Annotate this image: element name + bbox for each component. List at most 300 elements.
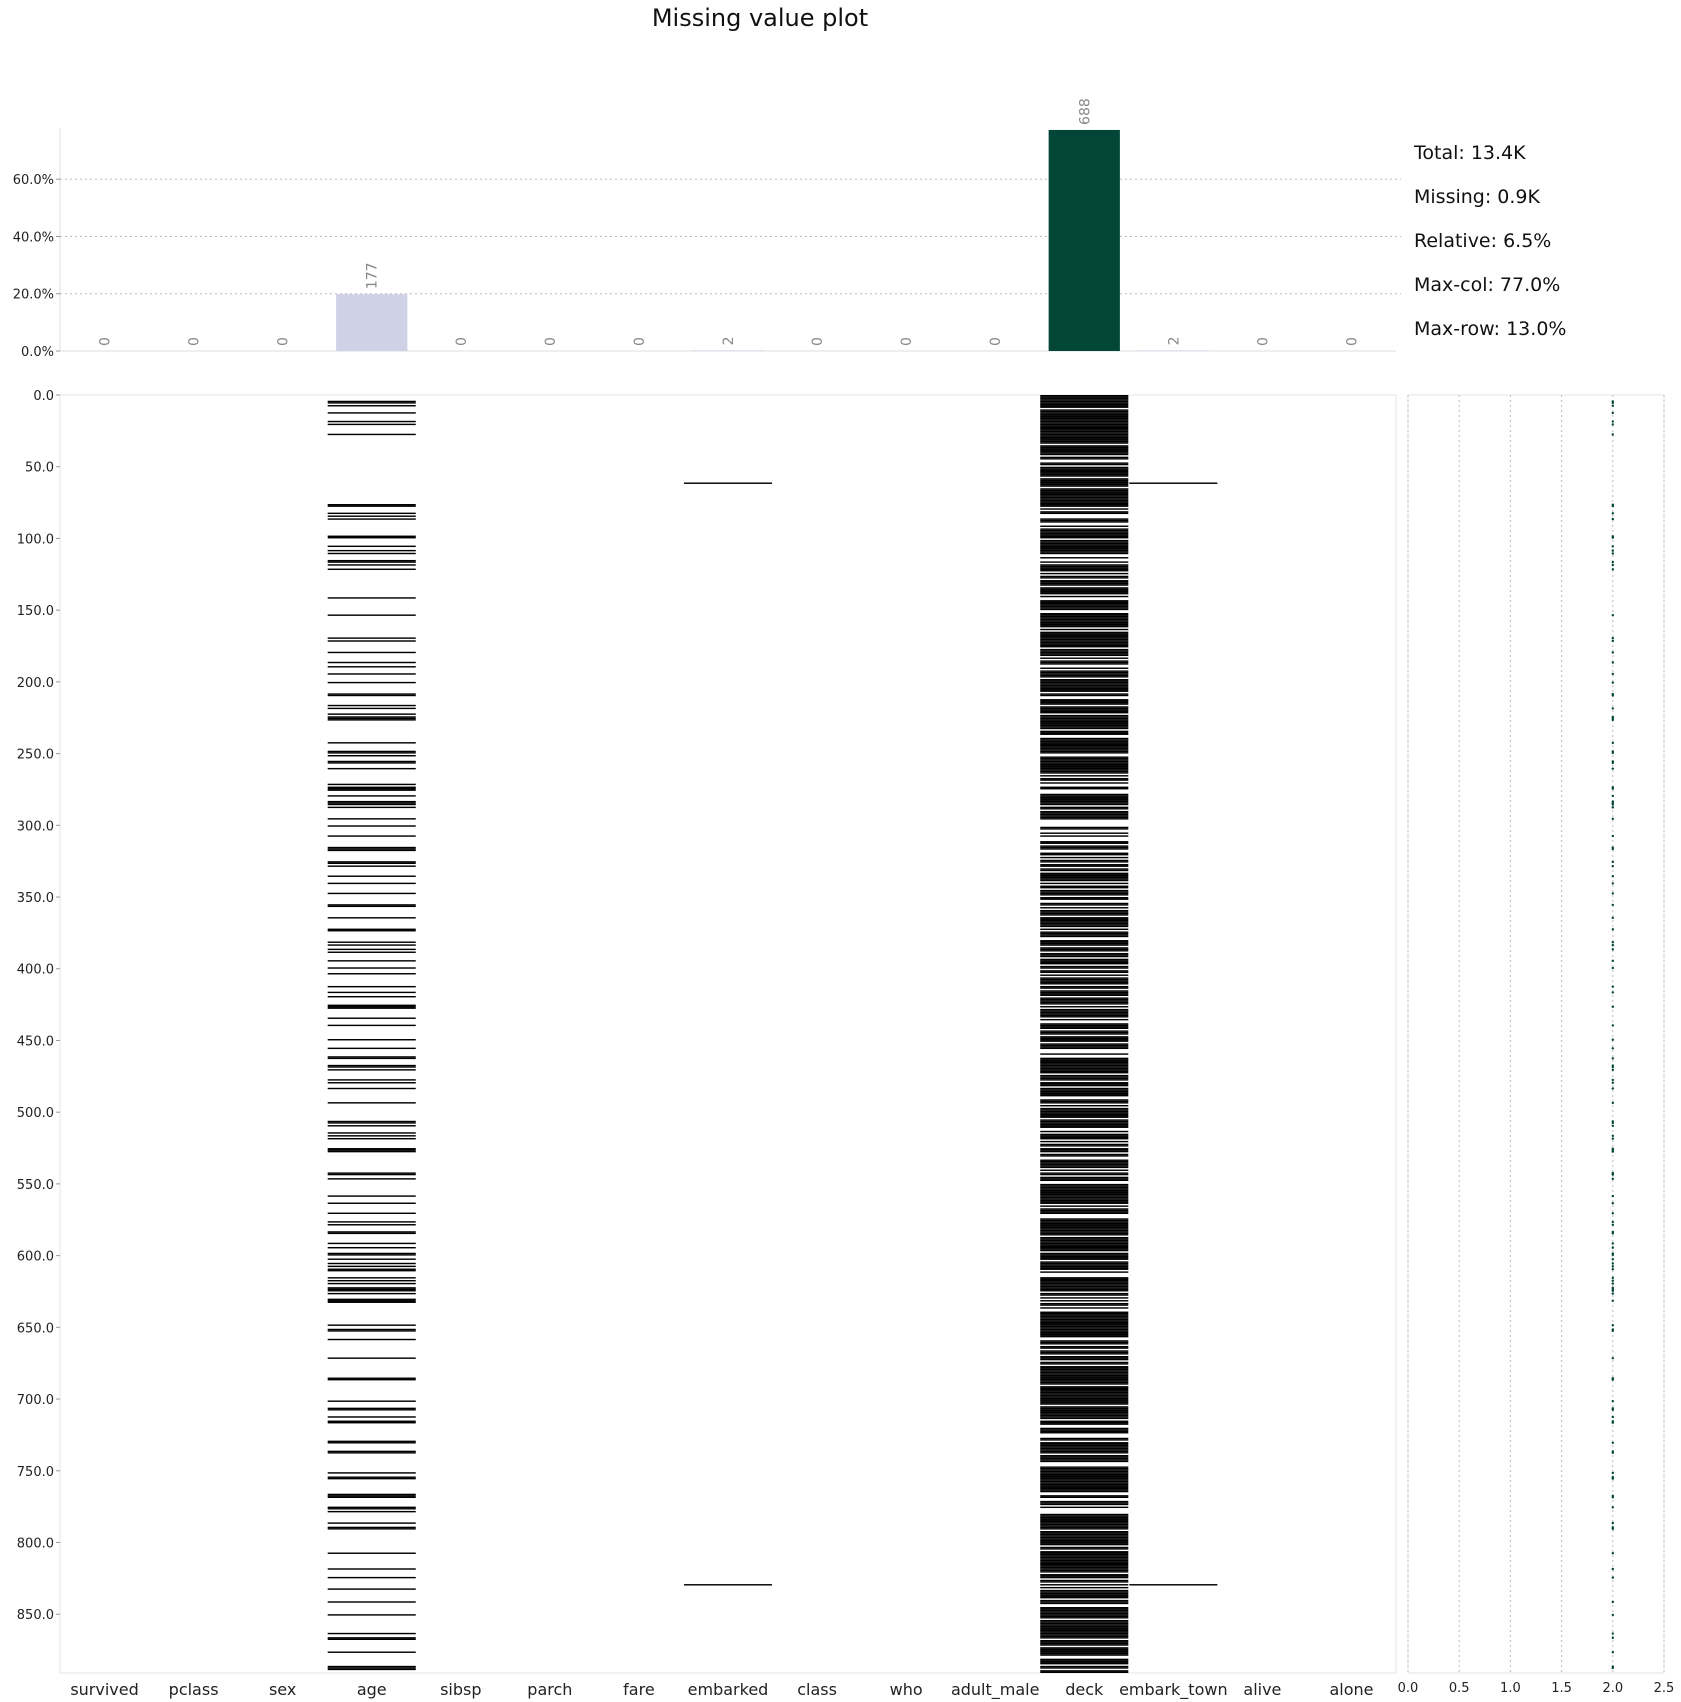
missing-cell (1040, 471, 1128, 472)
missing-cell (328, 1121, 416, 1122)
missing-cell (1040, 1135, 1128, 1136)
column-label-sibsp: sibsp (440, 1680, 482, 1699)
missing-cell (1040, 746, 1128, 747)
missing-cell (1040, 495, 1128, 496)
missing-cell (1040, 768, 1128, 769)
missing-cell (328, 1289, 416, 1290)
missing-cell (1040, 1200, 1128, 1201)
missing-cell (1040, 457, 1128, 458)
missing-cell (1040, 1590, 1128, 1591)
row-missing-point (1612, 1202, 1614, 1204)
missing-cell (1040, 847, 1128, 848)
missing-cell (1040, 748, 1128, 749)
missing-cell (328, 1666, 416, 1667)
missing-cell (328, 1266, 416, 1267)
missing-cell (328, 614, 416, 615)
row-missing-point (1612, 960, 1614, 962)
missing-cell (328, 1299, 416, 1300)
missing-cell (1040, 1408, 1128, 1409)
missing-cell (1040, 1303, 1128, 1304)
missing-cell (328, 1079, 416, 1080)
missing-cell (1040, 1220, 1128, 1221)
missing-cell (328, 795, 416, 796)
missing-cell (1040, 734, 1128, 735)
missing-cell (328, 719, 416, 720)
missing-cell (1040, 419, 1128, 420)
missing-cell (328, 755, 416, 756)
missing-cell (1040, 1455, 1128, 1456)
missing-cell (1040, 557, 1128, 558)
missing-cell (1040, 775, 1128, 776)
missing-cell (1040, 1667, 1128, 1668)
missing-cell (1040, 693, 1128, 694)
missing-cell (1040, 719, 1128, 720)
missing-cell (1040, 699, 1128, 700)
missing-cell (1040, 1366, 1128, 1367)
missing-cell (1040, 1423, 1128, 1424)
missing-cell (328, 1400, 416, 1401)
missing-cell (1040, 1269, 1128, 1270)
missing-cell (1040, 1538, 1128, 1539)
missing-cell (1040, 797, 1128, 798)
row-missing-point (1612, 640, 1614, 642)
bar-embarked (692, 350, 763, 351)
missing-cell (1040, 468, 1128, 469)
missing-cell (328, 848, 416, 849)
missing-cell (1040, 498, 1128, 499)
missing-cell (1040, 679, 1128, 680)
missing-cell (1040, 1487, 1128, 1488)
row-missing-point (1612, 561, 1614, 563)
missing-cell (1040, 1413, 1128, 1414)
stat-text: Max-row: 13.0% (1414, 318, 1567, 340)
bar-y-tick-label: 60.0% (12, 173, 54, 189)
missing-cell (1040, 799, 1128, 800)
missing-cell (1040, 883, 1128, 884)
missing-cell (1040, 544, 1128, 545)
missing-cell (1040, 548, 1128, 549)
missing-cell (1040, 589, 1128, 590)
missing-cell (1040, 1271, 1128, 1272)
missing-cell (328, 1224, 416, 1225)
missing-cell (1040, 402, 1128, 403)
missing-cell (1040, 617, 1128, 618)
missing-cell (328, 1178, 416, 1179)
missing-cell (1040, 447, 1128, 448)
missing-cell (1040, 1059, 1128, 1060)
missing-cell (328, 1025, 416, 1026)
missing-cell (1040, 1046, 1128, 1047)
missing-cell (1040, 898, 1128, 899)
row-missing-point (1612, 861, 1614, 863)
missing-cell (1040, 1488, 1128, 1489)
missing-cell (1040, 1446, 1128, 1447)
missing-cell (328, 695, 416, 696)
missing-cell (1040, 536, 1128, 537)
missing-cell (1040, 1092, 1128, 1093)
missing-cell (1040, 926, 1128, 927)
missing-cell (1040, 1370, 1128, 1371)
missing-cell (1040, 546, 1128, 547)
missing-cell (328, 1302, 416, 1303)
missing-cell (1040, 547, 1128, 548)
missing-cell (1040, 1329, 1128, 1330)
missing-cell (1040, 1521, 1128, 1522)
missing-cell (1040, 1177, 1128, 1178)
missing-cell (328, 850, 416, 851)
row-missing-point (1612, 967, 1614, 969)
missing-cell (1040, 1023, 1128, 1024)
missing-cell (1040, 1452, 1128, 1453)
row-missing-x-tick-label: 0.0 (1397, 1681, 1419, 1696)
row-missing-point (1612, 1552, 1614, 1554)
missing-cell (328, 424, 416, 425)
missing-cell (1040, 439, 1128, 440)
missing-cell (1040, 860, 1128, 861)
row-missing-point (1612, 673, 1614, 675)
row-missing-point (1612, 681, 1614, 683)
missing-cell (1040, 1237, 1128, 1238)
missing-cell (1040, 1145, 1128, 1146)
missing-cell (1040, 1115, 1128, 1116)
missing-cell (328, 986, 416, 987)
missing-cell (1040, 1577, 1128, 1578)
row-missing-point (1612, 1125, 1614, 1127)
missing-cell (1040, 1058, 1128, 1059)
missing-cell (1040, 623, 1128, 624)
matrix-y-tick-label: 450.0 (16, 1034, 54, 1050)
missing-cell (328, 1494, 416, 1495)
missing-cell (1040, 1063, 1128, 1064)
missing-cell (1040, 1111, 1128, 1112)
missing-cell (1040, 709, 1128, 710)
missing-cell (1040, 1241, 1128, 1242)
missing-cell (1040, 649, 1128, 650)
row-missing-point (1612, 518, 1614, 520)
missing-cell (328, 513, 416, 514)
missing-cell (1040, 1066, 1128, 1067)
missing-cell (1040, 960, 1128, 961)
row-missing-point (1612, 1057, 1614, 1059)
missing-cell (1040, 1448, 1128, 1449)
missing-cell (1040, 732, 1128, 733)
missing-cell (1040, 1541, 1128, 1542)
missing-cell (328, 561, 416, 562)
missing-cell (1040, 1571, 1128, 1572)
row-missing-point (1612, 1138, 1614, 1140)
row-missing-x-tick-label: 2.0 (1602, 1681, 1624, 1696)
missing-cell (1040, 614, 1128, 615)
row-missing-point (1612, 882, 1614, 884)
missing-cell (1040, 870, 1128, 871)
missing-cell (1040, 1643, 1128, 1644)
missing-cell (1040, 766, 1128, 767)
missing-cell (1040, 668, 1128, 669)
missing-cell (328, 553, 416, 554)
missing-cell (1040, 1459, 1128, 1460)
missing-cell (1040, 399, 1128, 400)
missing-cell (1040, 593, 1128, 594)
missing-cell (1040, 541, 1128, 542)
missing-cell (328, 1287, 416, 1288)
missing-cell (328, 412, 416, 413)
missing-cell (1040, 1373, 1128, 1374)
missing-cell (1040, 458, 1128, 459)
row-missing-point (1612, 1665, 1614, 1667)
missing-cell (328, 1102, 416, 1103)
stat-text: Total: 13.4K (1414, 142, 1526, 164)
missing-cell (328, 1290, 416, 1291)
missing-cell (1040, 1099, 1128, 1100)
missing-cell (1040, 1009, 1128, 1010)
missing-cell (1040, 1253, 1128, 1254)
missing-cell (1040, 629, 1128, 630)
row-missing-point (1612, 420, 1614, 422)
missing-cell (328, 930, 416, 931)
missing-cell (1040, 977, 1128, 978)
missing-cell (328, 1247, 416, 1248)
row-missing-point (1612, 1277, 1614, 1279)
missing-cell (1040, 1094, 1128, 1095)
row-missing-point (1612, 1268, 1614, 1270)
missing-cell (328, 537, 416, 538)
missing-cell (1040, 1316, 1128, 1317)
missing-cell (1040, 1390, 1128, 1391)
missing-cell (1040, 843, 1128, 844)
missing-cell (1040, 1279, 1128, 1280)
missing-cell (1040, 956, 1128, 957)
missing-cell (1040, 788, 1128, 789)
missing-cell (1040, 1228, 1128, 1229)
missing-cell (328, 1132, 416, 1133)
missing-cell (1040, 1398, 1128, 1399)
missing-cell (1040, 1233, 1128, 1234)
row-missing-point (1612, 1290, 1614, 1292)
missing-cell (328, 1283, 416, 1284)
missing-cell (328, 1122, 416, 1123)
missing-cell (328, 1379, 416, 1380)
row-missing-point (1612, 991, 1614, 993)
missing-cell (1040, 602, 1128, 603)
missing-cell (328, 967, 416, 968)
missing-cell (1040, 1238, 1128, 1239)
missing-cell (328, 1039, 416, 1040)
missing-cell (1040, 1184, 1128, 1185)
missing-cell (1040, 1091, 1128, 1092)
missing-cell (1040, 1659, 1128, 1660)
missing-cell (1040, 1033, 1128, 1034)
missing-cell (1040, 947, 1128, 948)
column-label-age: age (356, 1680, 387, 1699)
missing-cell (328, 1495, 416, 1496)
missing-cell (328, 847, 416, 848)
missing-cell (328, 929, 416, 930)
row-missing-point (1612, 552, 1614, 554)
missing-cell (1040, 613, 1128, 614)
missing-cell (328, 1497, 416, 1498)
row-missing-point (1612, 549, 1614, 551)
missing-cell (1040, 970, 1128, 971)
missing-cell (1040, 1478, 1128, 1479)
missing-cell (1040, 609, 1128, 610)
missing-cell (328, 546, 416, 547)
missing-cell (1040, 1131, 1128, 1132)
missing-cell (1040, 1514, 1128, 1515)
missing-cell (1040, 581, 1128, 582)
missing-cell (1040, 424, 1128, 425)
matrix-y-tick-label: 0.0 (33, 389, 54, 404)
missing-cell (1040, 417, 1128, 418)
missing-cell (1040, 1121, 1128, 1122)
missing-cell (1040, 804, 1128, 805)
missing-cell (328, 1048, 416, 1049)
missing-cell (1040, 521, 1128, 522)
missing-cell (1040, 421, 1128, 422)
missing-cell (1040, 1261, 1128, 1262)
missing-cell (1040, 1614, 1128, 1615)
missing-cell (1040, 1162, 1128, 1163)
missing-cell (1040, 401, 1128, 402)
matrix-y-tick-label: 100.0 (16, 532, 54, 548)
missing-cell (1040, 962, 1128, 963)
missing-cell (1040, 940, 1128, 941)
missing-cell (1040, 949, 1128, 950)
missing-cell (1040, 1587, 1128, 1588)
missing-cell (1040, 1624, 1128, 1625)
missing-cell (1040, 626, 1128, 627)
missing-cell (1040, 904, 1128, 905)
missing-cell (1040, 1072, 1128, 1073)
missing-cell (1040, 1445, 1128, 1446)
missing-cell (1040, 1502, 1128, 1503)
row-missing-point (1612, 846, 1614, 848)
missing-cell (1040, 445, 1128, 446)
row-missing-point (1612, 1224, 1614, 1226)
missing-cell (1040, 953, 1128, 954)
matrix-y-tick-label: 600.0 (16, 1249, 54, 1265)
missing-cell (328, 1082, 416, 1083)
missing-cell (328, 801, 416, 802)
missing-cell (1040, 857, 1128, 858)
missing-cell (1040, 1205, 1128, 1206)
missing-cell (328, 1172, 416, 1173)
missing-cell (328, 1339, 416, 1340)
matrix-y-tick-label: 500.0 (16, 1106, 54, 1122)
column-label-alive: alive (1243, 1680, 1282, 1699)
missing-cell (1040, 550, 1128, 551)
missing-cell (1040, 1421, 1128, 1422)
row-missing-point (1612, 1039, 1614, 1041)
missing-cell (1040, 802, 1128, 803)
missing-cell (328, 1270, 416, 1271)
missing-cell (328, 768, 416, 769)
missing-cell (1040, 1144, 1128, 1145)
matrix-y-tick-label: 550.0 (16, 1177, 54, 1193)
missing-cell (1040, 1030, 1128, 1031)
missing-cell (1040, 415, 1128, 416)
missing-cell (328, 1441, 416, 1442)
missing-cell (1040, 814, 1128, 815)
row-missing-point (1612, 1442, 1614, 1444)
missing-cell (1040, 703, 1128, 704)
missing-cell (1040, 1174, 1128, 1175)
missing-cell (1040, 503, 1128, 504)
missing-cell (1040, 1359, 1128, 1360)
missing-cell (1040, 1474, 1128, 1475)
missing-cell (1040, 1320, 1128, 1321)
missing-cell (1040, 1520, 1128, 1521)
missing-cell (1040, 1608, 1128, 1609)
missing-cell (1040, 701, 1128, 702)
missing-cell (1040, 1557, 1128, 1558)
missing-cell (1040, 636, 1128, 637)
missing-cell (1040, 1025, 1128, 1026)
missing-cell (1040, 577, 1128, 578)
missing-cell (328, 1476, 416, 1477)
missing-cell (1040, 1155, 1128, 1156)
missing-cell (1040, 1347, 1128, 1348)
missing-cell (1040, 764, 1128, 765)
row-missing-x-tick-label: 1.0 (1500, 1681, 1521, 1696)
missing-cell (328, 1243, 416, 1244)
missing-cell (1040, 1616, 1128, 1617)
row-missing-point (1612, 1006, 1614, 1008)
missing-cell (1040, 1256, 1128, 1257)
missing-cell (1040, 569, 1128, 570)
missing-cell (328, 1637, 416, 1638)
missing-cell (1040, 818, 1128, 819)
row-missing-point (1612, 835, 1614, 837)
missing-cell (1040, 645, 1128, 646)
missing-cell (1040, 1522, 1128, 1523)
matrix-y-tick-label: 50.0 (25, 460, 54, 476)
column-label-deck: deck (1065, 1680, 1104, 1699)
missing-cell (1040, 1244, 1128, 1245)
row-missing-point (1612, 1280, 1614, 1282)
missing-cell (328, 861, 416, 862)
missing-cell (328, 1357, 416, 1358)
missing-cell (1040, 511, 1128, 512)
missing-cell (1040, 1532, 1128, 1533)
row-missing-point (1612, 568, 1614, 570)
column-label-parch: parch (527, 1680, 573, 1699)
missing-cell (1040, 1075, 1128, 1076)
missing-cell (1040, 1644, 1128, 1645)
missing-cell (328, 560, 416, 561)
missing-cell (1040, 604, 1128, 605)
missing-cell (328, 564, 416, 565)
row-missing-point (1612, 1576, 1614, 1578)
missing-cell (1040, 1208, 1128, 1209)
missing-cell (1040, 1591, 1128, 1592)
missing-cell (1040, 570, 1128, 571)
missing-cell (1040, 643, 1128, 644)
row-missing-x-tick-label: 2.5 (1653, 1681, 1675, 1696)
row-missing-point (1612, 1282, 1614, 1284)
missing-cell (1040, 1247, 1128, 1248)
missing-cell (1040, 1188, 1128, 1189)
missing-cell (328, 802, 416, 803)
missing-cell (1040, 1580, 1128, 1581)
missing-cell (1040, 808, 1128, 809)
bar-count-label: 0 (186, 337, 203, 346)
missing-cell (1040, 798, 1128, 799)
missing-cell (1040, 1640, 1128, 1641)
missing-cell (1040, 685, 1128, 686)
missing-cell (1040, 1558, 1128, 1559)
missing-cell (1040, 1012, 1128, 1013)
missing-cell (1040, 488, 1128, 489)
